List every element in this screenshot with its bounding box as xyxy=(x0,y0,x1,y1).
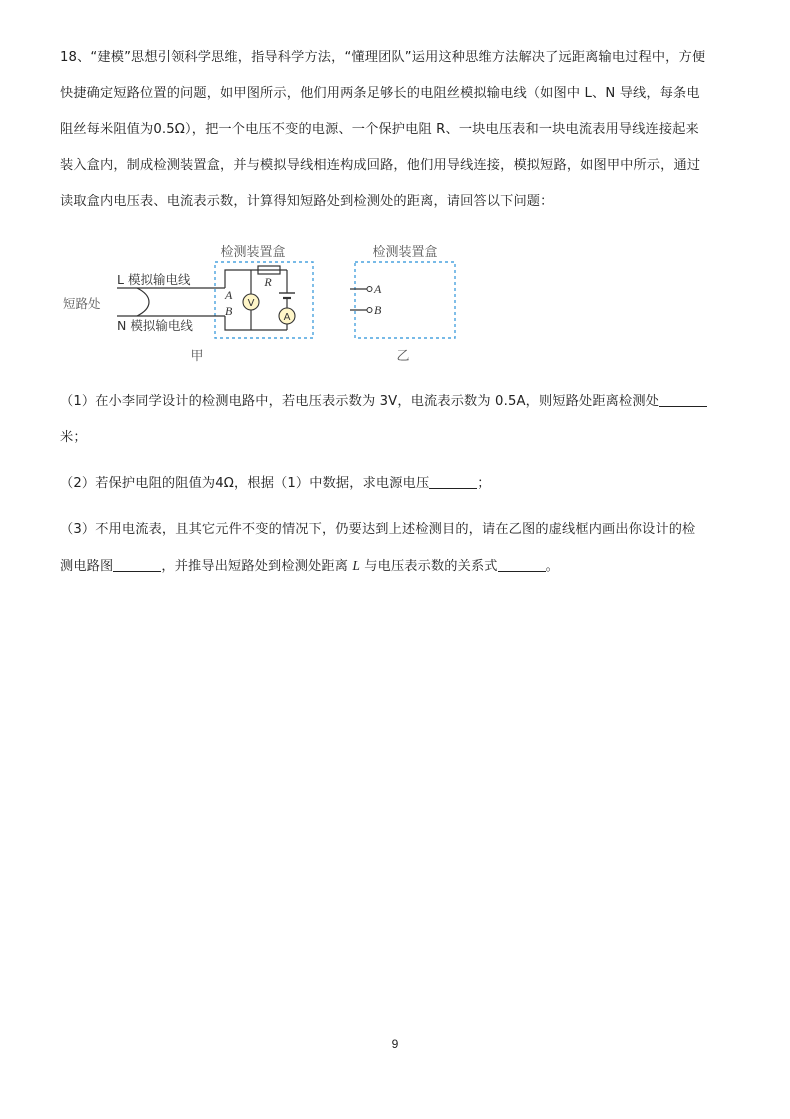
short-wire xyxy=(137,288,149,316)
q3-line1: （3）不用电流表，且其它元件不变的情况下，仍要达到上述检测目的，请在乙图的虚线框内画出你设计的检 xyxy=(60,522,696,537)
q1-unit: 米； xyxy=(60,430,87,445)
intro-line: 18、“建模”思想引领科学思维，指导科学方法，“懂理团队”运用这种思维方法解决了远距离输电过程中，方便 xyxy=(60,50,706,65)
q3-text-a: 测电路图 xyxy=(60,559,114,574)
yi-terminal-b: B xyxy=(374,303,382,317)
q1-line xyxy=(60,384,730,420)
jia-terminal-b: B xyxy=(225,304,233,318)
sub-question-3 xyxy=(60,512,730,585)
circuit-figure xyxy=(55,238,475,368)
l-wire-label: L 模拟输电线 xyxy=(117,272,191,287)
yi-detection-box xyxy=(355,262,455,338)
question-intro xyxy=(60,40,730,220)
sub-question-1 xyxy=(60,384,730,456)
q3-text-b: ，并推导出短路处到检测处距离 xyxy=(161,559,349,574)
yi-terminal-b-dot xyxy=(367,308,372,313)
yi-terminal-a-dot xyxy=(367,287,372,292)
q2-end: ； xyxy=(477,476,491,491)
inner-wire-top xyxy=(225,270,287,288)
q3-variable-l: L xyxy=(352,558,360,573)
intro-line: 装入盒内，制成检测装置盒，并与模拟导线相连构成回路，他们用导线连接，模拟短路，如图甲中所示，通过 xyxy=(60,158,701,173)
q3-relation-blank[interactable] xyxy=(498,557,546,572)
q2-text: （2）若保护电阻的阻值为4Ω，根据（1）中数据，求电源电压 xyxy=(60,476,430,491)
q1-text: （1）在小李同学设计的检测电路中，若电压表示数为 3V，电流表示数为 0.5A，则短路处距离检测处 xyxy=(60,394,660,409)
jia-caption: 甲 xyxy=(190,349,204,364)
short-label: 短路处 xyxy=(63,296,101,311)
inner-wire-bottom xyxy=(225,316,287,330)
sub-question-2 xyxy=(60,466,730,502)
voltmeter-label: V xyxy=(247,298,255,309)
intro-line: 阻丝每米阻值为0.5Ω），把一个电压不变的电源、一个保护电阻 R、一块电压表和一块电流表用导线连接起来 xyxy=(60,122,699,137)
page-number: 9 xyxy=(391,1037,399,1051)
jia-terminal-a: A xyxy=(225,288,233,302)
q3-line2 xyxy=(60,548,730,585)
jia-box-title: 检测装置盒 xyxy=(220,245,286,260)
n-wire-label: N 模拟输电线 xyxy=(117,318,193,333)
yi-box-title: 检测装置盒 xyxy=(372,245,438,260)
yi-caption: 乙 xyxy=(396,349,410,364)
q3-text-c: 与电压表示数的关系式 xyxy=(364,559,498,574)
intro-line: 读取盒内电压表、电流表示数，计算得知短路处到检测处的距离，请回答以下问题： xyxy=(60,194,554,209)
yi-terminal-a: A xyxy=(374,282,382,296)
ammeter-label: A xyxy=(283,312,291,323)
q3-diagram-blank[interactable] xyxy=(113,557,161,572)
intro-line: 快捷确定短路位置的问题，如甲图所示，他们用两条足够长的电阻丝模拟输电线（如图中 L、N 导线，每条电 xyxy=(60,86,700,101)
q2-answer-blank[interactable] xyxy=(429,474,477,489)
resistor-label: R xyxy=(264,275,272,289)
q1-answer-blank[interactable] xyxy=(659,392,707,407)
q3-end: 。 xyxy=(545,559,559,574)
